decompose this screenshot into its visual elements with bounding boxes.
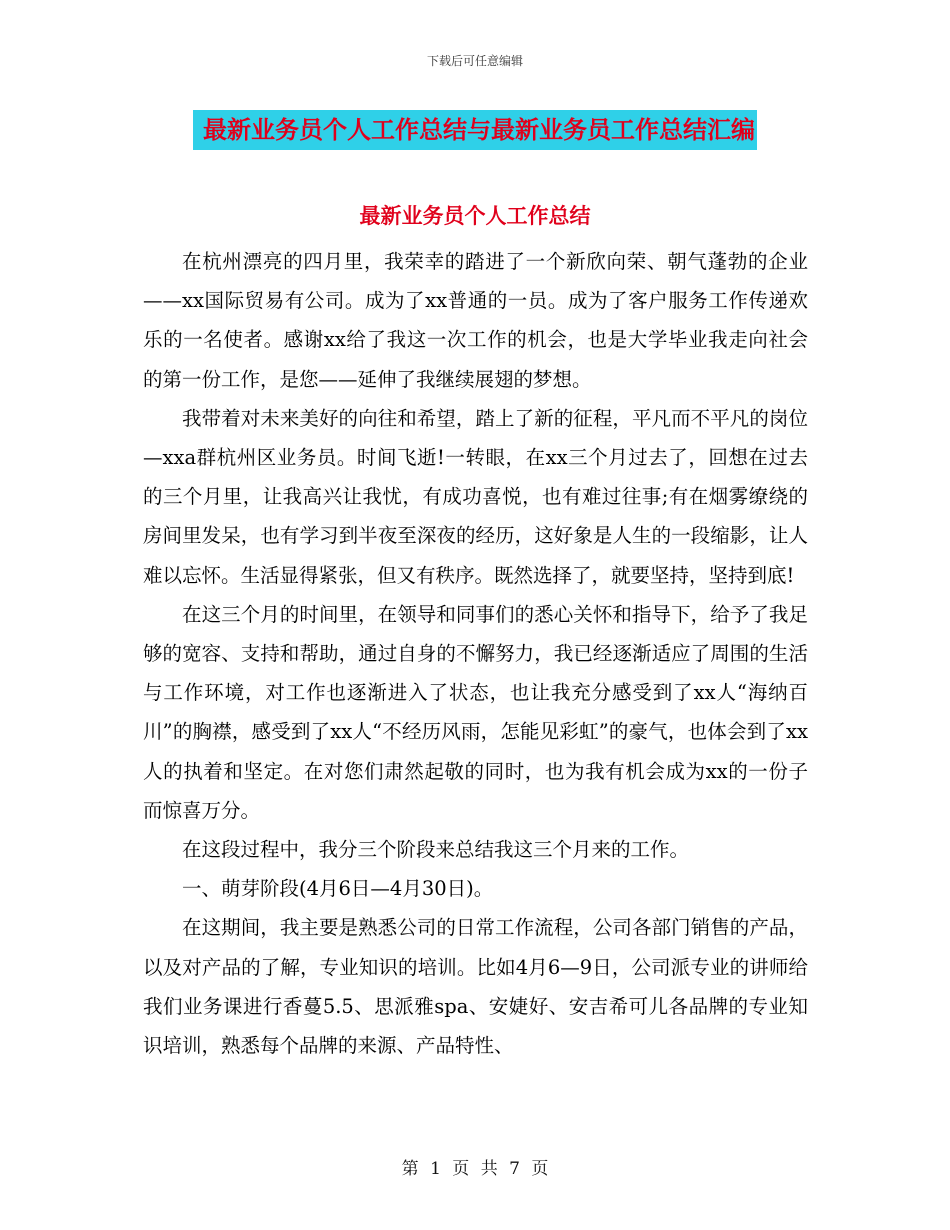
main-title-container [0,110,950,150]
paragraph: 在杭州漂亮的四月里，我荣幸的踏进了一个新欣向荣、朝气蓬勃的企业——xx国际贸易有公司。成为了xx普通的一员。成为了客户服务工作传递欢乐的一名使者。感谢xx给了我这一次工作的机会，也是大学毕业我走向社会的第一份工作，是您——延伸了我继续展翅的梦想。 [143,250,808,391]
paragraph: 在这段过程中，我分三个阶段来总结我这三个月来的工作。 [182,838,690,862]
section-title: 最新业务员个人工作总结 [359,204,591,228]
paragraph: 在这三个月的时间里，在领导和同事们的悉心关怀和指导下，给予了我足够的宽容、支持和帮助，通过自身的不懈努力，我已经逐渐适应了周围的生活与工作环境，对工作也逐渐进入了状态，也让我充分感受到了xx人“海纳百川”的胸襟，感受到了xx人“不经历风雨，怎能见彩虹”的豪气，也体会到了xx人的执着和坚定。在对您们肃然起敬的同时，也为我有机会成为xx的一份子而惊喜万分。 [143,602,808,822]
paragraph: 在这期间，我主要是熟悉公司的日常工作流程，公司各部门销售的产品，以及对产品的了解，专业知识的培训。比如4月6—9日，公司派专业的讲师给我们业务课进行香蔓5.5、思派雅spa、安婕好、安吉希可儿各品牌的专业知识培训，熟悉每个品牌的来源、产品特性、 [143,916,808,1058]
header-note: 下载后可任意编辑 [426,54,523,68]
main-title: 最新业务员个人工作总结与最新业务员工作总结汇编 [193,110,757,150]
page-number-footer: 第 1 页 共 7 页 [401,1159,549,1179]
paragraph: 一、萌芽阶段(4月6日—4月30日)。 [182,877,494,901]
paragraph: 我带着对未来美好的向往和希望，踏上了新的征程，平凡而不平凡的岗位—xxa群杭州区业务员。时间飞逝!一转眼，在xx三个月过去了，回想在过去的三个月里，让我高兴让我忧，有成功喜悦，也有难过往事;有在烟雾缭绕的房间里发呆，也有学习到半夜至深夜的经历，这好象是人生的一段缩影，让人难以忘怀。生活显得紧张，但又有秩序。既然选择了，就要坚持，坚持到底! [143,406,808,587]
document-body [143,242,808,1065]
